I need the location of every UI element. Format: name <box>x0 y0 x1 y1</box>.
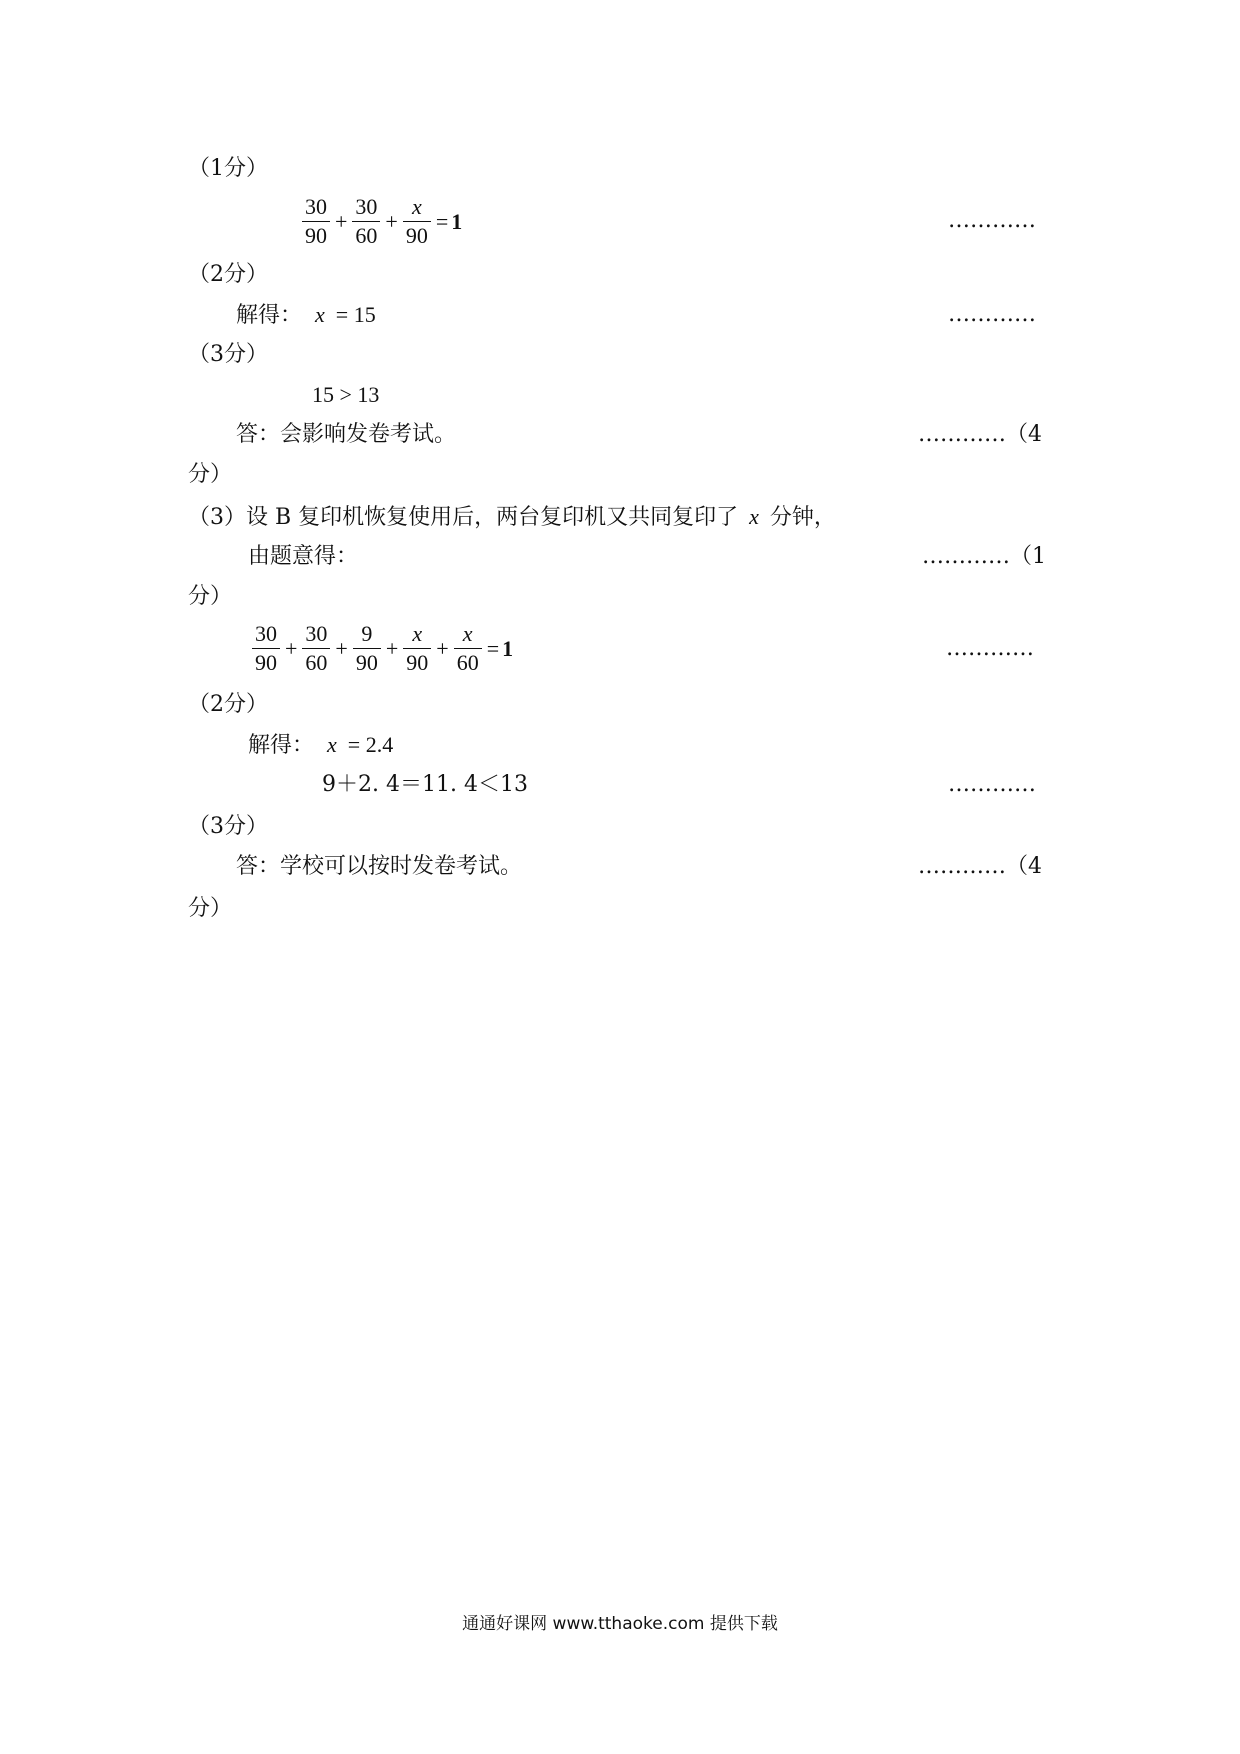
denominator: 90 <box>405 223 428 248</box>
dot-leader-score: …………（4 <box>918 854 1042 879</box>
numerator: 30 <box>255 621 277 646</box>
score-note-5: （3分） <box>188 814 268 839</box>
dot-leader: ………… <box>948 208 1036 233</box>
solution-label: 解得： <box>236 303 303 328</box>
denominator: 60 <box>305 650 328 675</box>
solution-line-1 <box>236 300 376 331</box>
fraction <box>302 620 330 677</box>
setup-text: （3）设 B 复印机恢复使用后，两台复印机又共同复印了 <box>188 505 739 530</box>
given-label: 由题意得： <box>248 544 359 569</box>
plus-sign: + <box>285 635 298 661</box>
dot-leader-score: …………（4 <box>918 422 1042 447</box>
score-note-4: （2分） <box>188 692 268 717</box>
score-note-tail-1: 分） <box>188 462 233 487</box>
denominator: 90 <box>255 650 277 675</box>
comparison-2: 9＋2. 4＝11. 4＜13 <box>322 772 528 797</box>
numerator: 30 <box>355 194 378 219</box>
comparison-1: 15 > 13 <box>312 382 380 407</box>
fraction <box>403 620 431 677</box>
plus-sign: + <box>436 635 449 661</box>
rhs-value: 1 <box>502 635 514 661</box>
variable-x: x <box>327 732 337 757</box>
answer-1: 答：会影响发卷考试。 <box>236 422 457 447</box>
fraction <box>454 620 482 677</box>
answer-2: 答：学校可以按时发卷考试。 <box>236 854 523 879</box>
equals-sign: = <box>486 635 500 661</box>
fraction <box>252 620 280 677</box>
denominator: 90 <box>305 223 327 248</box>
fraction <box>353 620 381 677</box>
score-note-3: （3分） <box>188 342 268 367</box>
plus-sign: + <box>385 208 398 234</box>
fraction <box>352 193 380 250</box>
variable-x: x <box>749 504 759 529</box>
score-note-tail-3: 分） <box>188 896 233 921</box>
dot-leader: ………… <box>946 636 1034 661</box>
fraction <box>302 193 330 250</box>
dot-leader-score: …………（1 <box>922 544 1046 569</box>
page-footer: 通通好课网 www.tthaoke.com 提供下载 <box>462 1614 778 1634</box>
plus-sign: + <box>335 635 348 661</box>
equation-1 <box>300 193 462 250</box>
score-note-2: （2分） <box>188 262 268 287</box>
dot-leader: ………… <box>948 772 1036 797</box>
denominator: 90 <box>406 650 429 675</box>
solution-value: = 2.4 <box>347 732 394 757</box>
denominator: 90 <box>355 650 378 675</box>
dot-leader: ………… <box>948 302 1036 327</box>
equation-2 <box>250 620 513 677</box>
solution-label: 解得： <box>248 733 315 758</box>
solution-line-2 <box>248 730 393 761</box>
variable-x: x <box>315 302 325 327</box>
numerator: x <box>411 194 422 219</box>
denominator: 60 <box>456 650 479 675</box>
equals-sign: = <box>435 208 449 234</box>
numerator: 9 <box>361 621 373 646</box>
numerator: 30 <box>305 194 327 219</box>
score-note-1: （1分） <box>188 156 268 181</box>
numerator: x <box>412 621 423 646</box>
numerator: 30 <box>305 621 328 646</box>
denominator: 60 <box>355 223 378 248</box>
setup-text-end: 分钟， <box>769 505 836 530</box>
numerator: x <box>462 621 473 646</box>
rhs-value: 1 <box>451 208 463 234</box>
plus-sign: + <box>335 208 348 234</box>
score-note-tail-2: 分） <box>188 584 233 609</box>
fraction <box>403 193 431 250</box>
part-3-setup <box>188 502 836 533</box>
solution-value: = 15 <box>335 302 376 327</box>
plus-sign: + <box>385 635 399 661</box>
